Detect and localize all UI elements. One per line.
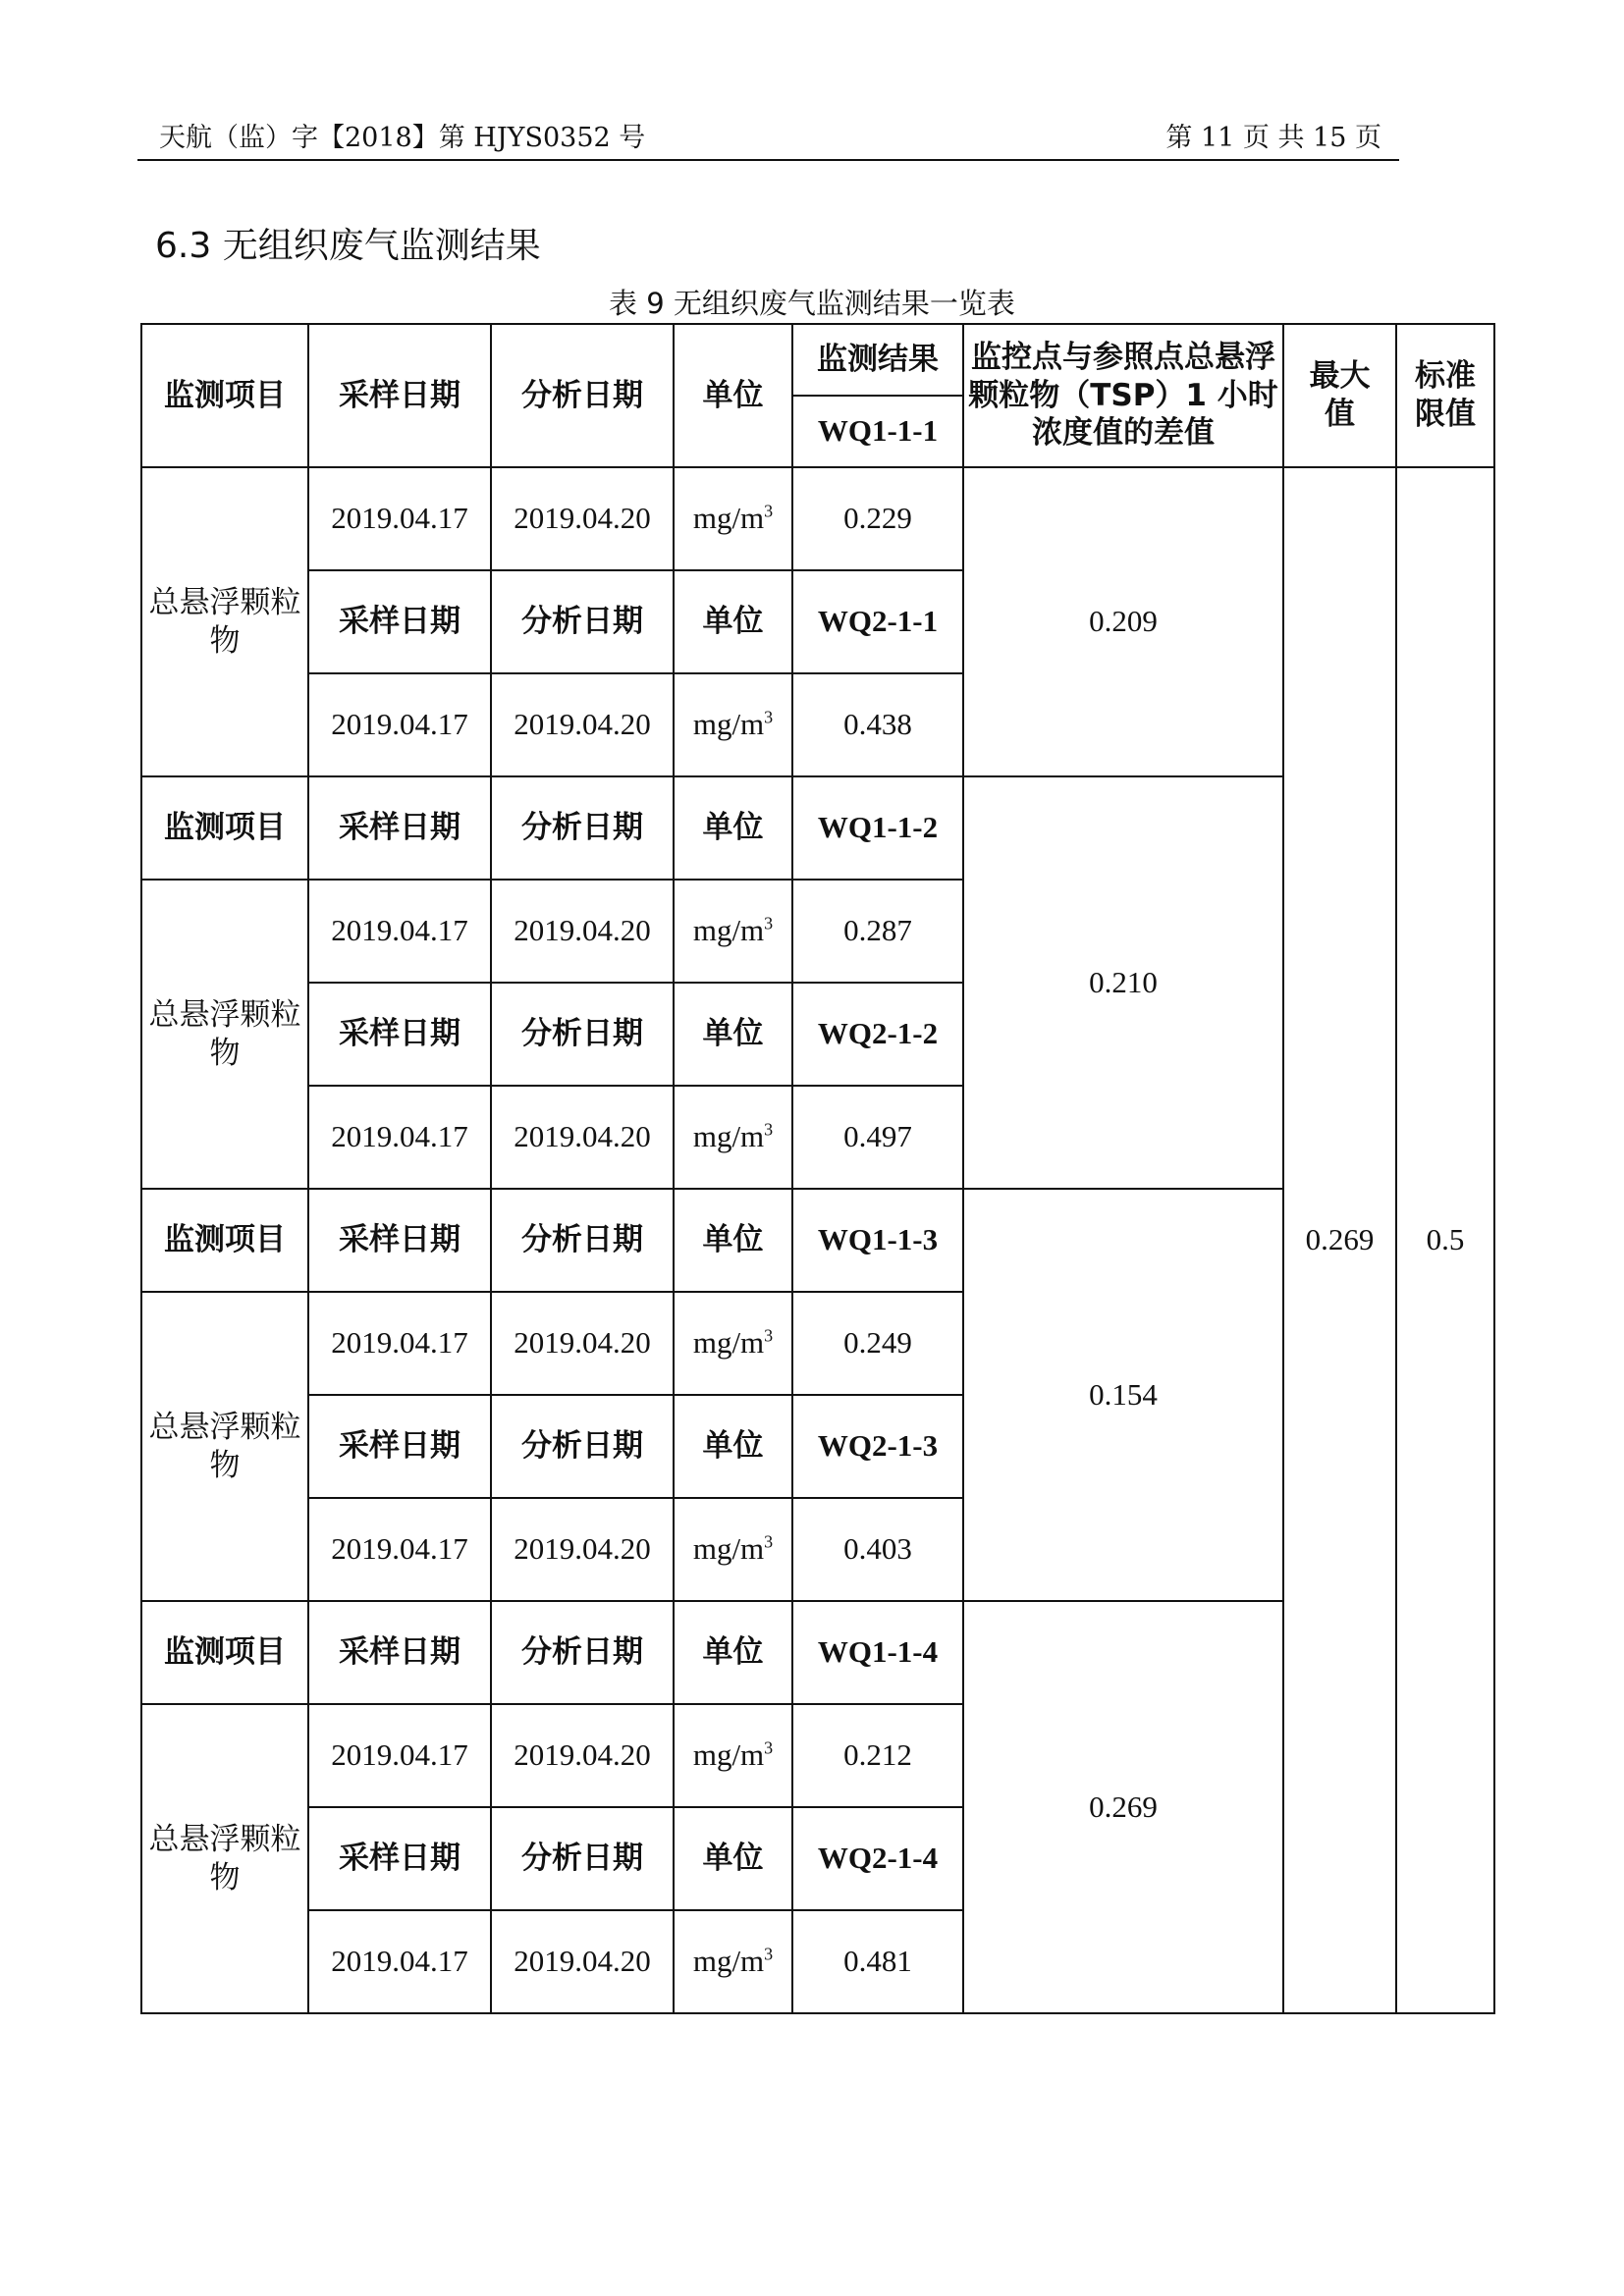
header-limit-text: 标准限值	[1415, 358, 1476, 432]
analysis-date: 2019.04.20	[491, 1704, 674, 1807]
header-row	[141, 324, 1494, 396]
difference-value: 0.209	[963, 467, 1283, 776]
header-max	[1283, 324, 1396, 467]
monitor-point-id: WQ2-1-1	[792, 570, 963, 673]
header-first-point: WQ1-1-1	[792, 396, 963, 467]
unit	[674, 880, 792, 983]
unit-exponent: 3	[764, 1944, 774, 1964]
unit-exponent: 3	[764, 1531, 774, 1552]
sub-header-analysis-date: 分析日期	[491, 1395, 674, 1498]
sub-header-analysis-date: 分析日期	[491, 983, 674, 1086]
sub-header-analysis-date: 分析日期	[491, 1807, 674, 1910]
analysis-date: 2019.04.20	[491, 673, 674, 776]
sample-date: 2019.04.17	[308, 1292, 491, 1395]
unit	[674, 1910, 792, 2013]
table-caption: 表 9 无组织废气监测结果一览表	[609, 287, 1015, 320]
sample-date: 2019.04.17	[308, 673, 491, 776]
unit-base: mg/m	[692, 1944, 765, 1979]
header-result: 监测结果	[792, 324, 963, 396]
document-number: 天航（监）字【2018】第 HJYS0352 号	[159, 123, 646, 153]
monitor-value: 0.481	[792, 1910, 963, 2013]
sample-date: 2019.04.17	[308, 1498, 491, 1601]
sub-header-unit: 单位	[674, 1807, 792, 1910]
unit	[674, 673, 792, 776]
page-header	[137, 116, 1399, 161]
repeat-header-item: 监测项目	[141, 776, 308, 880]
repeat-header-sample-date: 采样日期	[308, 776, 491, 880]
reference-value: 0.229	[792, 467, 963, 570]
page-number: 第 11 页 共 15 页	[1165, 123, 1381, 153]
difference-value: 0.154	[963, 1189, 1283, 1601]
item-name: 总悬浮颗粒物	[141, 1292, 308, 1601]
monitor-value: 0.497	[792, 1086, 963, 1189]
max-value: 0.269	[1283, 467, 1396, 2013]
unit-exponent: 3	[764, 501, 774, 521]
unit-exponent: 3	[764, 1737, 774, 1758]
unit	[674, 467, 792, 570]
repeat-header-analysis-date: 分析日期	[491, 776, 674, 880]
sample-date: 2019.04.17	[308, 1910, 491, 2013]
difference-value: 0.269	[963, 1601, 1283, 2013]
reference-value: 0.287	[792, 880, 963, 983]
reference-point-id: WQ1-1-2	[792, 776, 963, 880]
reference-data-row	[141, 467, 1494, 570]
unit-base: mg/m	[692, 1325, 765, 1361]
sub-header-sample-date: 采样日期	[308, 570, 491, 673]
analysis-date: 2019.04.20	[491, 467, 674, 570]
monitor-value: 0.438	[792, 673, 963, 776]
unit	[674, 1292, 792, 1395]
unit-base: mg/m	[692, 1737, 765, 1773]
difference-value: 0.210	[963, 776, 1283, 1189]
unit-exponent: 3	[764, 707, 774, 727]
sub-header-sample-date: 采样日期	[308, 1807, 491, 1910]
header-limit	[1396, 324, 1494, 467]
item-name: 总悬浮颗粒物	[141, 880, 308, 1189]
analysis-date: 2019.04.20	[491, 1086, 674, 1189]
unit-base: mg/m	[692, 1119, 765, 1154]
unit-exponent: 3	[764, 1325, 774, 1346]
monitoring-results-table	[140, 323, 1495, 2014]
unit-base: mg/m	[692, 913, 765, 948]
monitor-point-id: WQ2-1-2	[792, 983, 963, 1086]
analysis-date: 2019.04.20	[491, 1498, 674, 1601]
unit-base: mg/m	[692, 707, 765, 742]
sub-header-sample-date: 采样日期	[308, 1395, 491, 1498]
unit	[674, 1086, 792, 1189]
header-max-text: 最大值	[1309, 358, 1371, 432]
unit-base: mg/m	[692, 501, 765, 536]
limit-value: 0.5	[1396, 467, 1494, 2013]
unit-exponent: 3	[764, 913, 774, 934]
header-difference: 监控点与参照点总悬浮颗粒物（TSP）1 小时浓度值的差值	[963, 324, 1283, 467]
repeat-header-unit: 单位	[674, 1189, 792, 1292]
sub-header-analysis-date: 分析日期	[491, 570, 674, 673]
repeat-header-item: 监测项目	[141, 1601, 308, 1704]
reference-value: 0.212	[792, 1704, 963, 1807]
analysis-date: 2019.04.20	[491, 1910, 674, 2013]
unit	[674, 1498, 792, 1601]
item-name: 总悬浮颗粒物	[141, 467, 308, 776]
monitor-value: 0.403	[792, 1498, 963, 1601]
sub-header-sample-date: 采样日期	[308, 983, 491, 1086]
repeat-header-unit: 单位	[674, 776, 792, 880]
sub-header-unit: 单位	[674, 570, 792, 673]
sample-date: 2019.04.17	[308, 1704, 491, 1807]
repeat-header-sample-date: 采样日期	[308, 1601, 491, 1704]
sample-date: 2019.04.17	[308, 467, 491, 570]
unit-base: mg/m	[692, 1531, 765, 1567]
unit	[674, 1704, 792, 1807]
repeat-header-analysis-date: 分析日期	[491, 1189, 674, 1292]
repeat-header-unit: 单位	[674, 1601, 792, 1704]
header-analysis-date: 分析日期	[491, 324, 674, 467]
repeat-header-item: 监测项目	[141, 1189, 308, 1292]
reference-point-id: WQ1-1-3	[792, 1189, 963, 1292]
monitor-point-id: WQ2-1-4	[792, 1807, 963, 1910]
header-unit: 单位	[674, 324, 792, 467]
reference-value: 0.249	[792, 1292, 963, 1395]
item-name: 总悬浮颗粒物	[141, 1704, 308, 2013]
analysis-date: 2019.04.20	[491, 1292, 674, 1395]
sub-header-unit: 单位	[674, 983, 792, 1086]
repeat-header-analysis-date: 分析日期	[491, 1601, 674, 1704]
monitor-point-id: WQ2-1-3	[792, 1395, 963, 1498]
section-title: 6.3 无组织废气监测结果	[155, 226, 541, 266]
sample-date: 2019.04.17	[308, 1086, 491, 1189]
header-item: 监测项目	[141, 324, 308, 467]
analysis-date: 2019.04.20	[491, 880, 674, 983]
header-sample-date: 采样日期	[308, 324, 491, 467]
reference-point-id: WQ1-1-4	[792, 1601, 963, 1704]
sample-date: 2019.04.17	[308, 880, 491, 983]
unit-exponent: 3	[764, 1119, 774, 1140]
sub-header-unit: 单位	[674, 1395, 792, 1498]
repeat-header-sample-date: 采样日期	[308, 1189, 491, 1292]
